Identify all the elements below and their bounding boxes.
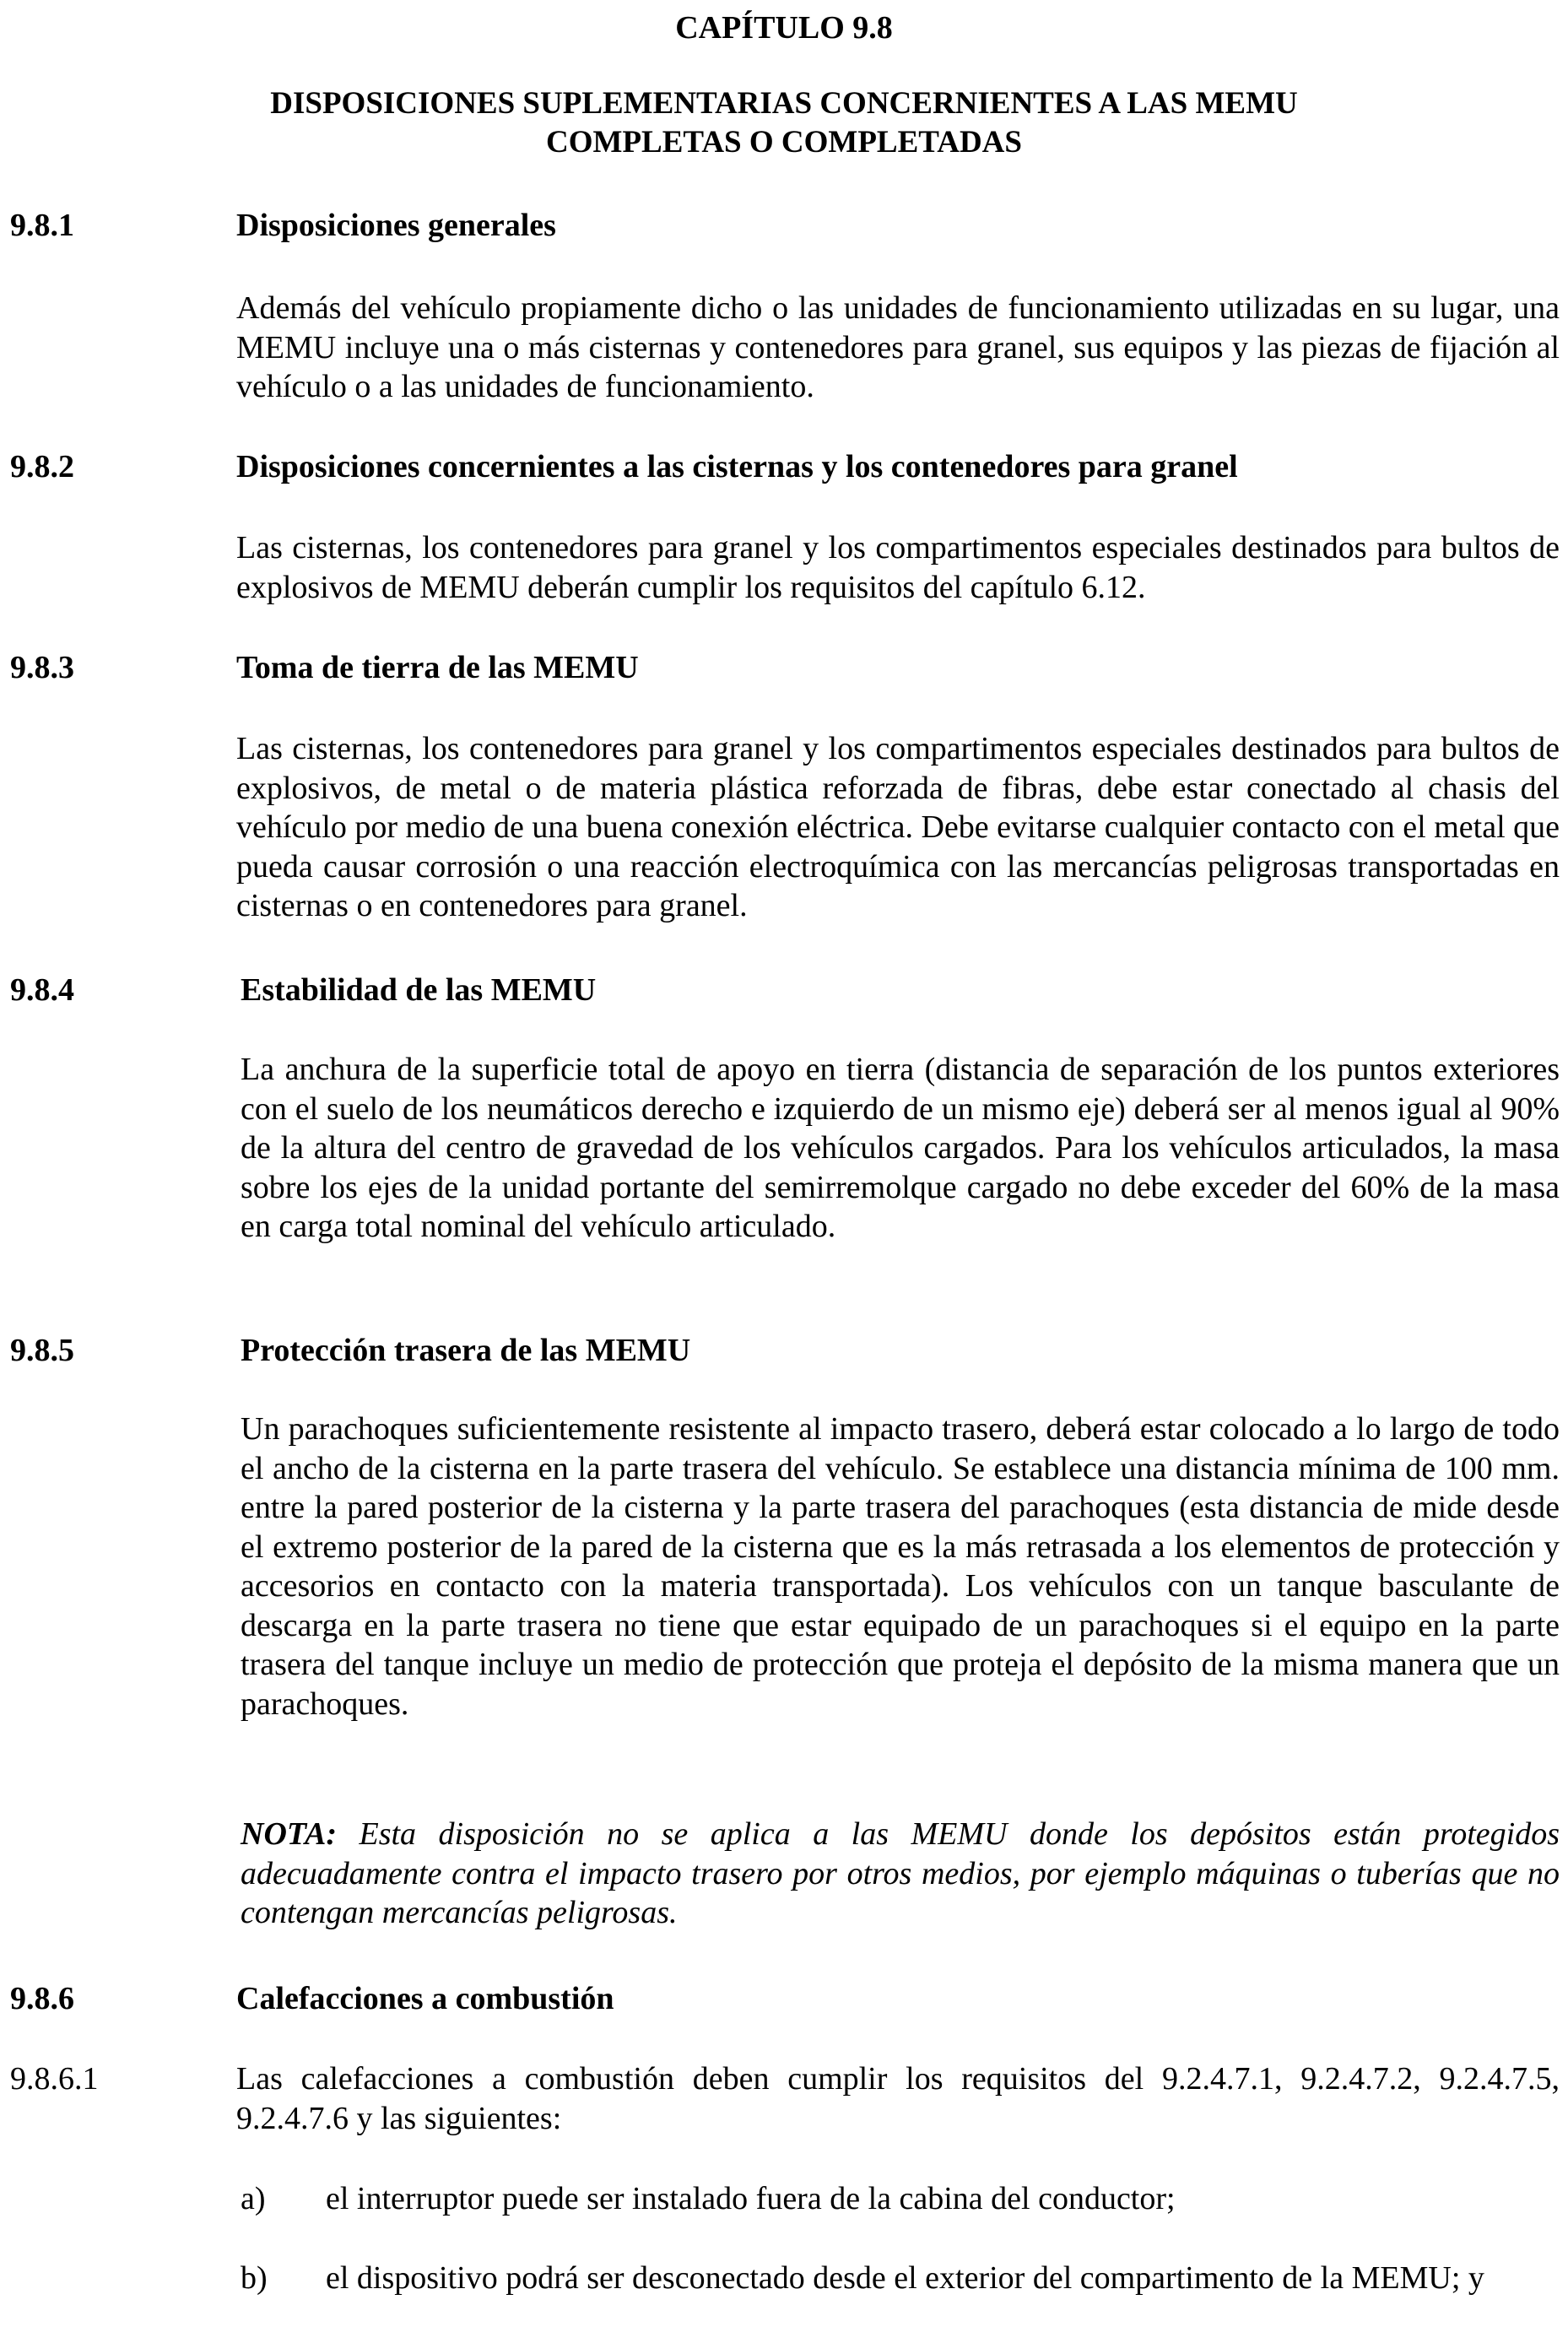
section-title-9-8-1: Disposiciones generales [236,208,556,243]
section-number-9-8-4: 9.8.4 [10,972,74,1008]
section-text-9-8-2: Las cisternas, los contenedores para granel y los compartimentos especiales destinados para bultos de explosivos de MEMU deberán cumplir los requisitos del capítulo 6.12. [236,530,1560,605]
section-title-9-8-2: Disposiciones concernientes a las cisternas y los contenedores para granel [236,449,1238,484]
section-title-9-8-3: Toma de tierra de las MEMU [236,650,639,685]
list-item-b-marker: b) [241,2260,268,2296]
note-9-8-5 [241,1815,1560,1933]
note-text: Esta disposición no se aplica a las MEMU donde los depósitos están protegidos adecuadamente contra el impacto trasero por otros medios, por ejemplo máquinas o tuberías que no contengan mercancías peligrosas. [241,1816,1560,1930]
note-label: NOTA: [241,1816,337,1852]
section-number-9-8-6: 9.8.6 [10,1981,74,2016]
section-text-9-8-5: Un parachoques suficientemente resistente al impacto trasero, deberá estar colocado a lo largo de todo el ancho de la cisterna en la parte trasera del vehículo. Se establece una distancia mínima de 100 mm. entre la pared posterior de la cisterna y la parte trasera del parachoques (esta distancia de mide desde el extremo posterior de la pared de la cisterna que es la más retrasada a los elementos de protección y accesorios en contacto con la materia transportada). Los vehículos con un tanque basculante de descarga en la parte trasera no tiene que estar equipado de un parachoques si el equipo en la parte trasera del tanque incluye un medio de protección que proteja el depósito de la misma manera que un parachoques. [241,1411,1560,1722]
section-title-9-8-5: Protección trasera de las MEMU [241,1333,691,1368]
list-item-a-marker: a) [241,2181,266,2216]
chapter-title [0,84,1568,162]
subsection-number-9-8-6-1: 9.8.6.1 [10,2061,99,2097]
section-title-9-8-6: Calefacciones a combustión [236,1981,614,2016]
chapter-heading: CAPÍTULO 9.8 [675,10,893,46]
section-text-9-8-1: Además del vehículo propiamente dicho o las unidades de funcionamiento utilizadas en su lugar, una MEMU incluye una o más cisternas y contenedores para granel, sus equipos y las piezas de fijación al vehículo o a las unidades de funcionamiento. [236,290,1560,404]
section-title-9-8-4: Estabilidad de las MEMU [241,972,597,1008]
section-number-9-8-3: 9.8.3 [10,650,74,685]
section-text-9-8-3: Las cisternas, los contenedores para granel y los compartimentos especiales destinados para bultos de explosivos, de metal o de materia plástica reforzada de fibras, debe estar conectado al chasis del vehículo por medio de una buena conexión eléctrica. Debe evitarse cualquier contacto con el metal que pueda causar corrosión o una reacción electroquímica con las mercancías peligrosas transportadas en cisternas o en contenedores para granel. [236,731,1560,923]
list-item-b-text: el dispositivo podrá ser desconectado desde el exterior del compartimento de la MEMU; y [326,2260,1484,2296]
chapter-title-line-1: DISPOSICIONES SUPLEMENTARIAS CONCERNIENTES A LAS MEMU [270,86,1298,121]
section-number-9-8-1: 9.8.1 [10,208,74,243]
section-text-9-8-4: La anchura de la superficie total de apoyo en tierra (distancia de separación de los puntos exteriores con el suelo de los neumáticos derecho e izquierdo de un mismo eje) deberá ser al menos igual al 90% de la altura del centro de gravedad de los vehículos cargados. Para los vehículos articulados, la masa sobre los ejes de la unidad portante del semirremolque cargado no debe exceder del 60% de la masa en carga total nominal del vehículo articulado. [241,1052,1560,1244]
section-number-9-8-5: 9.8.5 [10,1333,74,1368]
chapter-title-line-2: COMPLETAS O COMPLETADAS [546,125,1022,160]
section-number-9-8-2: 9.8.2 [10,449,74,484]
subsection-text-9-8-6-1: Las calefacciones a combustión deben cumplir los requisitos del 9.2.4.7.1, 9.2.4.7.2, 9.2.4.7.5, 9.2.4.7.6 y las siguientes: [236,2061,1560,2136]
list-item-a-text: el interruptor puede ser instalado fuera de la cabina del conductor; [326,2181,1176,2216]
